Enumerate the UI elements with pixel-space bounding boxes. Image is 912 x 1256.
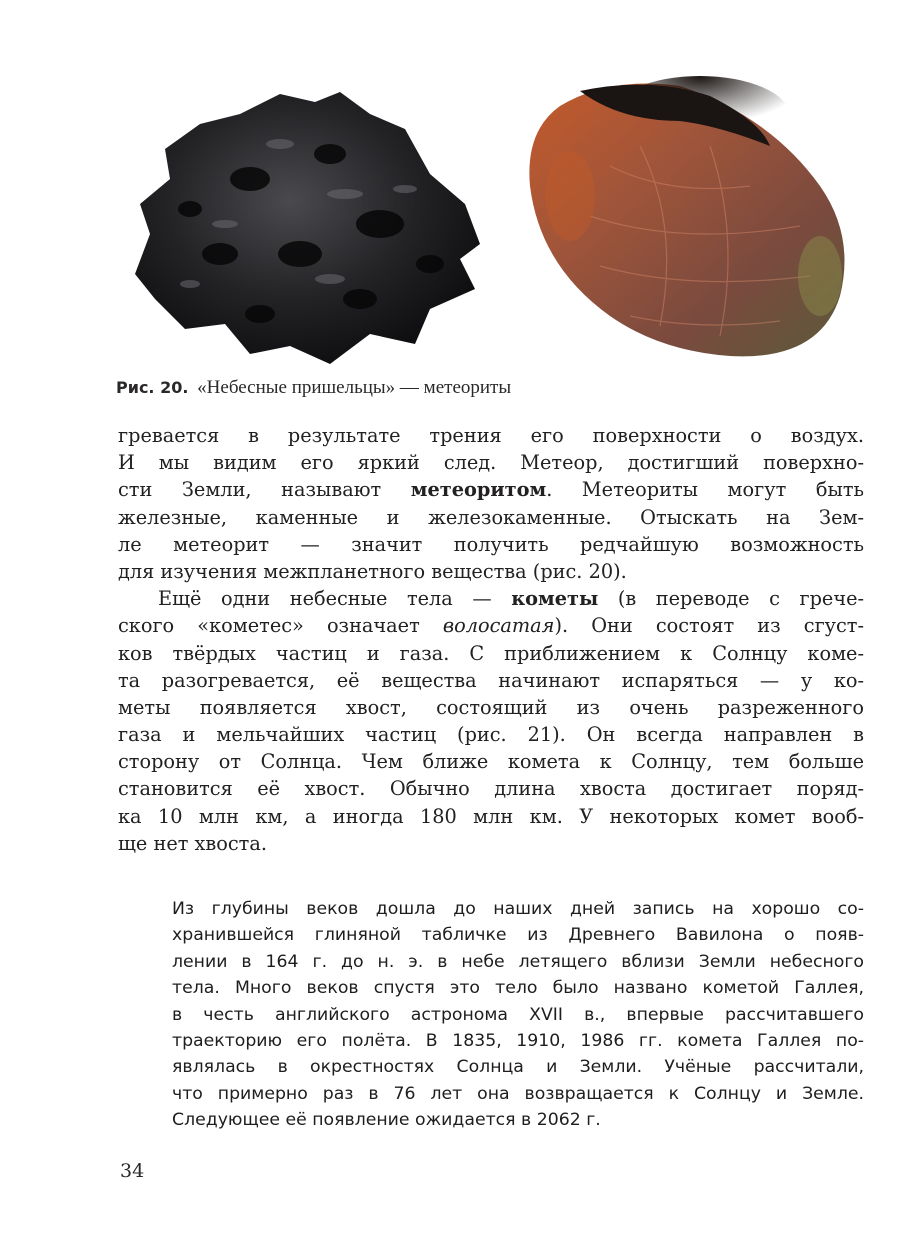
- halley-comet-note: [172, 896, 864, 1134]
- iron-meteorite-image: [130, 84, 490, 374]
- text-line: ков твёрдых частиц и газа. С приближением к Солнцу коме-: [118, 641, 864, 665]
- caption-text: «Небесные пришельцы» — метеориты: [197, 377, 512, 398]
- text-line: меты появляется хвост, состоящий из очень разреженного: [118, 695, 864, 719]
- text-line: гревается в результате трения его поверхности о воздух.: [118, 424, 864, 447]
- figure-caption: [116, 377, 816, 399]
- note-line: тела. Много веков спустя это тело было названо кометой Галлея,: [172, 978, 864, 999]
- note-line: Из глубины веков дошла до наших дней запись на хорошо со-: [172, 899, 864, 919]
- text-line: сторону от Солнца. Чем ближе комета к Солнцу, тем больше: [118, 750, 864, 774]
- caption-label: Рис. 20.: [116, 378, 189, 397]
- term-hairy: волосатая: [442, 614, 555, 638]
- text-line: та разогревается, её вещества начинают испаряться — у ко-: [118, 668, 864, 692]
- text-line: ле метеорит — значит получить редчайшую возможность: [118, 532, 864, 556]
- figure-20: [110, 70, 870, 370]
- note-line: в честь английского астронома XVII в., впервые рассчитавшего: [172, 1004, 864, 1025]
- note-line: что примерно раз в 76 лет она возвращается к Солнцу и Земле.: [172, 1083, 864, 1104]
- text-line: ского «кометес» означает волосатая). Они состоят из сгуст-: [118, 614, 864, 638]
- text-line: сти Земли, называют метеоритом. Метеориты могут быть: [118, 478, 864, 502]
- main-text: [118, 422, 864, 857]
- note-line: являлась в окрестностях Солнца и Земли. Учёные рассчитали,: [172, 1057, 864, 1078]
- note-line: Следующее её появление ожидается в 2062 г.: [172, 1110, 601, 1131]
- term-meteorite: метеоритом: [410, 478, 547, 502]
- stony-iron-meteorite-image: [520, 76, 860, 366]
- page-number: 34: [120, 1160, 145, 1182]
- term-comets: кометы: [511, 587, 599, 611]
- note-line: траекторию его полёта. В 1835, 1910, 1986 гг. комета Галлея по-: [172, 1030, 864, 1051]
- text-line: газа и мельчайших частиц (рис. 21). Он всегда направлен в: [118, 723, 864, 747]
- note-line: лении в 164 г. до н. э. в небе летящего вблизи Земли небесного: [172, 951, 864, 972]
- text-line: И мы видим его яркий след. Метеор, достигший поверхно-: [118, 451, 864, 475]
- text-line: Ещё одни небесные тела — кометы (в переводе с грече-: [158, 587, 864, 611]
- text-line: ка 10 млн км, а иногда 180 млн км. У некоторых комет вооб-: [118, 804, 864, 828]
- text-line: ще нет хвоста.: [118, 831, 267, 855]
- note-line: хранившейся глиняной табличке из Древнего Вавилона о появ-: [172, 925, 864, 946]
- text-line: становится её хвост. Обычно длина хвоста достигает поряд-: [118, 777, 864, 801]
- text-line: железные, каменные и железокаменные. Отыскать на Зем-: [118, 505, 864, 529]
- text-line: для изучения межпланетного вещества (рис. 20).: [118, 559, 627, 583]
